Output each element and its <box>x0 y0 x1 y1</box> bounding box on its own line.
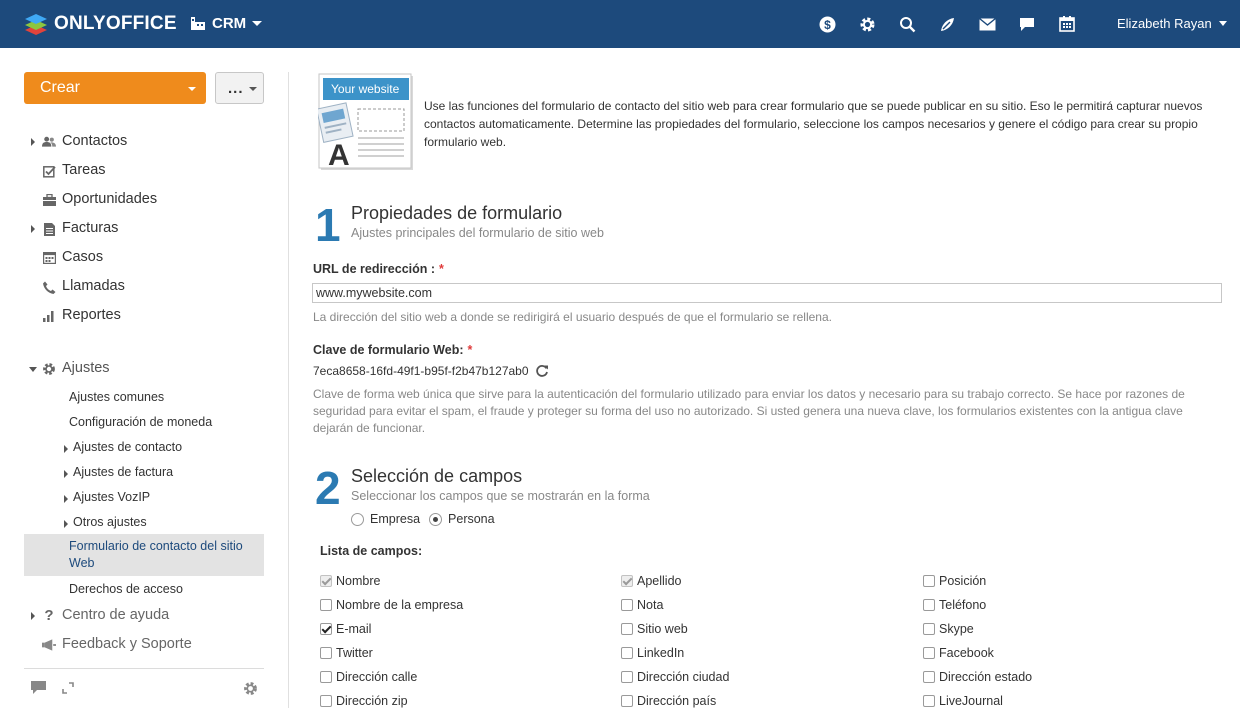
field-checkbox[interactable] <box>923 575 935 587</box>
fields-list-title: Lista de campos: <box>320 544 423 558</box>
dollar-icon[interactable] <box>818 15 836 33</box>
sidebar-item-label: Oportunidades <box>62 191 158 207</box>
field-checkbox-label[interactable]: Nombre de la empresa <box>336 598 464 612</box>
settings-item-formulario-web[interactable] <box>24 534 264 576</box>
section-title: Propiedades de formulario <box>351 203 563 223</box>
question-icon: ? <box>44 607 54 624</box>
phone-icon <box>42 280 56 294</box>
chevron-down-icon <box>1219 21 1227 26</box>
field-checkbox[interactable] <box>320 647 332 659</box>
expand-arrow-icon[interactable] <box>64 495 68 503</box>
field-checkbox[interactable] <box>923 695 935 707</box>
field-checkbox-label[interactable]: Dirección calle <box>336 670 418 684</box>
gear-icon <box>42 362 56 376</box>
radio-persona[interactable] <box>429 513 442 526</box>
radio-label[interactable]: Empresa <box>370 512 421 526</box>
field-checkbox-label[interactable]: Apellido <box>637 574 682 588</box>
settings-item-label: Configuración de moneda <box>69 415 213 429</box>
field-checkbox-label[interactable]: Dirección ciudad <box>637 670 730 684</box>
redirect-url-label: URL de redirección : * <box>313 262 444 276</box>
section-subtitle: Ajustes principales del formulario de sitio web <box>351 226 604 240</box>
feed-icon[interactable] <box>938 15 956 33</box>
logo[interactable] <box>24 12 177 36</box>
settings-item-label: Derechos de acceso <box>69 582 183 596</box>
settings-item-moneda[interactable] <box>24 411 264 433</box>
field-checkbox-label[interactable]: LinkedIn <box>637 646 685 660</box>
module-switcher[interactable] <box>191 15 262 32</box>
expand-arrow-icon[interactable] <box>31 612 35 620</box>
field-checkbox-label[interactable]: Dirección país <box>637 694 717 708</box>
field-checkbox-item[interactable] <box>320 693 408 709</box>
calendar-icon[interactable] <box>1058 15 1076 33</box>
settings-item-label: Otros ajustes <box>73 515 147 529</box>
field-checkbox[interactable] <box>320 671 332 683</box>
sidebar-item-label: Reportes <box>62 307 121 323</box>
expand-arrow-icon[interactable] <box>64 445 68 453</box>
field-checkbox-label[interactable]: Sitio web <box>637 622 688 636</box>
settings-item-label: Ajustes comunes <box>69 390 165 404</box>
step-number: 2 <box>315 462 341 514</box>
expand-arrow-icon[interactable] <box>31 138 35 146</box>
field-checkbox-item[interactable] <box>320 621 371 637</box>
create-button[interactable] <box>24 72 206 104</box>
field-checkbox <box>320 575 332 587</box>
field-checkbox-item[interactable] <box>621 621 688 637</box>
building-icon <box>191 17 205 30</box>
field-checkbox-item[interactable] <box>621 693 716 709</box>
field-checkbox-item[interactable] <box>923 621 974 637</box>
field-checkbox-item[interactable] <box>320 597 463 613</box>
field-checkbox-item[interactable] <box>923 573 986 589</box>
radio-empresa[interactable] <box>351 513 364 526</box>
expand-icon[interactable] <box>60 680 76 696</box>
top-bar <box>0 0 1240 48</box>
field-checkbox[interactable] <box>621 623 633 635</box>
document-icon <box>42 222 56 236</box>
briefcase-icon <box>42 193 56 207</box>
settings-item-ajustes-comunes[interactable] <box>24 386 264 408</box>
expand-arrow-icon[interactable] <box>64 520 68 528</box>
chevron-down-icon <box>249 87 257 91</box>
field-checkbox[interactable] <box>923 623 935 635</box>
collapse-arrow-icon[interactable] <box>29 367 37 372</box>
expand-arrow-icon[interactable] <box>31 225 35 233</box>
intro-description: Use las funciones del formulario de contacto del sitio web para crear formulario que se puede publicar en su sitio. Eso le permitirá capturar nuevos contactos automaticamente. Determine las propiedades del formulario, seleccione los campos necesarios y genere el código para crear su propio formulario web. <box>424 99 1203 149</box>
section-subtitle: Seleccionar los campos que se mostrarán en la forma <box>351 489 650 503</box>
field-checkbox[interactable] <box>320 695 332 707</box>
web-form-key-label: Clave de formulario Web: * <box>313 343 473 357</box>
create-button-label: Crear <box>40 79 81 96</box>
calendar-grid-icon <box>42 251 56 265</box>
field-checkbox-label[interactable]: Nota <box>637 598 664 612</box>
sidebar-item-label: Facturas <box>62 220 119 236</box>
settings-item-factura[interactable] <box>24 461 264 483</box>
field-checkbox-item[interactable] <box>621 645 684 661</box>
field-checkbox[interactable] <box>320 623 332 635</box>
field-checkbox-label[interactable]: Nombre <box>336 574 381 588</box>
sidebar-item-label: Contactos <box>62 133 128 149</box>
chat-icon[interactable] <box>1018 15 1036 33</box>
sidebar-item-label: Ajustes <box>62 360 110 376</box>
field-checkbox-label[interactable]: LiveJournal <box>939 694 1003 708</box>
field-checkbox-item[interactable] <box>923 597 986 613</box>
field-checkbox-item <box>621 573 681 589</box>
field-checkbox-label[interactable]: Facebook <box>939 646 994 660</box>
radio-label[interactable]: Persona <box>448 512 495 526</box>
contact-type-radio-group <box>351 512 504 526</box>
field-checkbox-label[interactable]: Posición <box>939 574 987 588</box>
field-checkbox-label[interactable]: Dirección zip <box>336 694 408 708</box>
field-checkbox <box>621 575 633 587</box>
checkbox-icon <box>42 164 56 178</box>
expand-arrow-icon[interactable] <box>64 470 68 478</box>
step-number: 1 <box>315 199 341 251</box>
required-marker: * <box>439 262 444 276</box>
field-checkbox-item[interactable] <box>320 669 417 685</box>
module-label: CRM <box>212 15 247 32</box>
field-checkbox-item[interactable] <box>923 693 1003 709</box>
illustration-label: Your website <box>331 82 400 96</box>
logo-icon <box>24 12 48 36</box>
sidebar-item-label: Tareas <box>62 162 106 178</box>
settings-item-derechos[interactable] <box>24 578 264 600</box>
field-checkbox[interactable] <box>320 599 332 611</box>
more-actions-label: ... <box>228 80 244 97</box>
user-name: Elizabeth Rayan <box>1117 16 1212 31</box>
sidebar-divider <box>24 668 264 669</box>
gear-icon[interactable] <box>242 680 258 696</box>
field-checkbox-label[interactable]: E-mail <box>336 622 372 636</box>
field-checkbox-label[interactable]: Skype <box>939 622 974 636</box>
field-checkbox[interactable] <box>621 647 633 659</box>
field-checkbox[interactable] <box>923 671 935 683</box>
required-marker: * <box>467 343 473 357</box>
sidebar-item-label: Casos <box>62 249 104 265</box>
field-checkbox-label[interactable]: Twitter <box>336 646 373 660</box>
svg-text:A: A <box>328 139 350 171</box>
refresh-icon[interactable] <box>535 364 549 378</box>
logo-text: ONLYOFFICE <box>54 13 177 34</box>
mail-icon[interactable] <box>978 15 996 33</box>
chevron-down-icon <box>252 21 262 26</box>
chat-icon[interactable] <box>30 680 46 696</box>
settings-item-contacto[interactable] <box>24 436 264 458</box>
field-checkbox-item[interactable] <box>621 669 729 685</box>
field-checkbox[interactable] <box>621 599 633 611</box>
more-actions-button[interactable] <box>215 72 264 104</box>
field-checkbox-item <box>320 573 380 589</box>
content-divider <box>288 72 289 708</box>
field-checkbox-item[interactable] <box>320 645 373 661</box>
field-checkbox[interactable] <box>923 599 935 611</box>
settings-item-label: Ajustes VozIP <box>73 490 151 504</box>
field-checkbox-label[interactable]: Teléfono <box>939 598 987 612</box>
sidebar-item-label: Llamadas <box>62 278 125 294</box>
sidebar-item-label: Centro de ayuda <box>62 607 170 623</box>
user-menu[interactable] <box>1117 16 1227 31</box>
sidebar-item-label: Feedback y Soporte <box>62 636 192 652</box>
chevron-down-icon[interactable] <box>188 87 196 91</box>
svg-text:$: $ <box>823 17 831 32</box>
search-icon[interactable] <box>898 15 916 33</box>
bar-chart-icon <box>42 309 56 323</box>
web-form-key <box>313 364 549 378</box>
redirect-url-hint: La dirección del sitio web a donde se redirigirá el usuario después de que el formulario se rellena. <box>313 310 832 324</box>
field-checkbox-item[interactable] <box>923 645 994 661</box>
settings-item-label: Ajustes de factura <box>73 465 174 479</box>
gear-icon[interactable] <box>858 15 876 33</box>
website-form-illustration <box>318 73 414 171</box>
field-checkbox-item[interactable] <box>621 597 663 613</box>
people-icon <box>42 135 56 149</box>
section-title: Selección de campos <box>351 466 523 486</box>
web-form-key-hint: Clave de forma web única que sirve para la autenticación del formulario utilizado para enviar los datos y necesario para su trabajo correcto. Se hace por razones de seguridad para evitar el spam, el fraude y proteger su forma del uso no autorizado. Si usted genera una nueva clave, los formularios existentes con la antigua clave dejarán de funcionar. <box>313 387 1185 435</box>
web-form-key-value: 7eca8658-16fd-49f1-b95f-f2b47b127ab0 <box>313 364 529 378</box>
field-checkbox[interactable] <box>621 695 633 707</box>
settings-item-label: Formulario de contacto del sitio Web <box>69 539 243 570</box>
field-checkbox-item[interactable] <box>923 669 1032 685</box>
settings-item-otros[interactable] <box>24 511 264 533</box>
field-checkbox[interactable] <box>923 647 935 659</box>
megaphone-icon <box>42 638 56 652</box>
field-checkbox-label[interactable]: Dirección estado <box>939 670 1033 684</box>
settings-item-label: Ajustes de contacto <box>73 440 183 454</box>
settings-item-vozip[interactable] <box>24 486 264 508</box>
field-checkbox[interactable] <box>621 671 633 683</box>
redirect-url-input[interactable] <box>312 283 1222 303</box>
